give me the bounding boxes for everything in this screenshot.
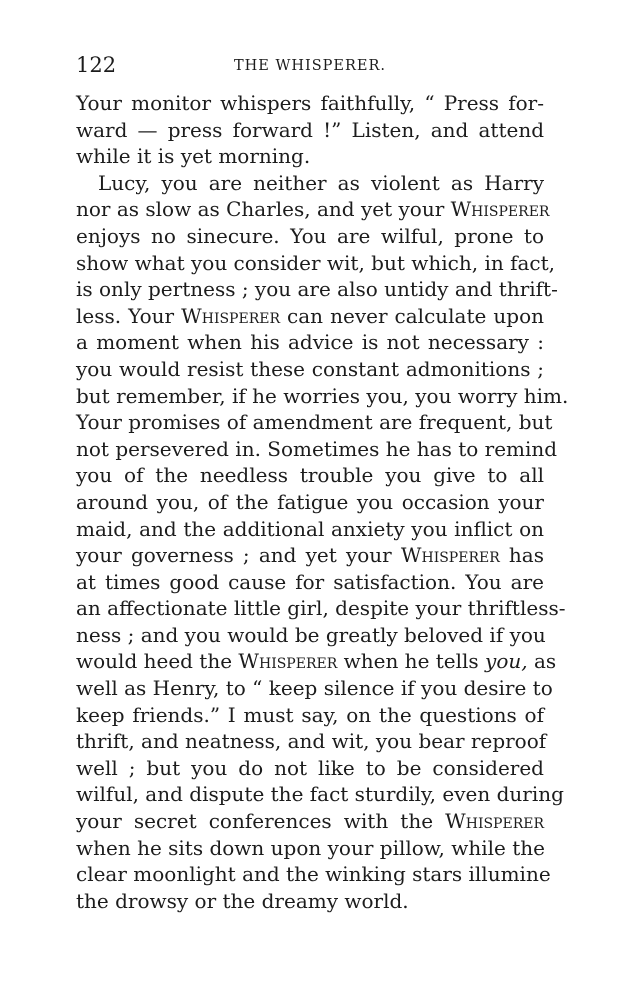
text-line <box>76 276 558 303</box>
text-run: would heed the <box>76 649 239 674</box>
text-run: the drowsy or the dreamy world. <box>76 888 409 913</box>
text-run: as <box>527 649 557 674</box>
text-run: show what you consider wit, but which, in fact, <box>76 250 555 275</box>
text-line <box>76 595 566 622</box>
body-text <box>76 90 569 914</box>
text-run: Your monitor whispers faithfully, “ Press for- <box>76 91 544 115</box>
text-line <box>76 675 553 702</box>
text-line <box>76 648 557 675</box>
text-line <box>76 622 544 649</box>
small-caps-name: Whisperer <box>181 303 280 328</box>
italic-word: you, <box>485 649 528 674</box>
text-line <box>76 196 550 223</box>
text-run: when he tells <box>337 649 486 674</box>
text-run: maid, and the additional anxiety you inflict on <box>76 516 544 541</box>
text-run: your secret conferences with the <box>76 809 446 834</box>
text-run: you of the needless trouble you give to all <box>76 463 544 488</box>
text-line <box>76 542 544 569</box>
text-run: nor as slow as Charles, and yet your <box>76 197 451 222</box>
text-line <box>76 808 544 835</box>
text-line <box>76 462 544 489</box>
text-line <box>76 755 544 782</box>
page-header <box>76 52 544 78</box>
small-caps-name: Whisperer <box>400 543 500 568</box>
text-line <box>76 383 569 410</box>
text-line <box>76 861 551 888</box>
text-run: can never calculate upon <box>280 303 545 328</box>
running-title: THE WHISPERER. <box>233 58 387 74</box>
text-line <box>76 888 544 915</box>
text-run: enjoys no sinecure. You are wilful, prone to <box>76 223 544 248</box>
text-run: Lucy, you are neither as violent as Harry <box>98 170 544 195</box>
text-run: keep friends.” I must say, on the questions of <box>76 702 544 727</box>
text-line <box>76 436 558 463</box>
text-run: you would resist these constant admonitions ; <box>76 356 544 381</box>
text-line <box>76 781 564 808</box>
text-run: is only pertness ; you are also untidy and thrift- <box>76 277 558 302</box>
text-line <box>76 569 544 596</box>
text-run: a moment when his advice is not necessary : <box>76 330 544 355</box>
text-run: well as Henry, to “ keep silence if you desire to <box>76 676 553 701</box>
text-line <box>76 329 544 356</box>
text-run: thrift, and neatness, and wit, you bear reproof <box>76 729 547 754</box>
text-run: less. Your <box>76 303 182 328</box>
text-line <box>76 835 544 862</box>
text-run: while it is yet morning. <box>76 144 311 169</box>
text-line <box>76 117 544 144</box>
text-line <box>76 250 555 277</box>
text-run: not persevered in. Sometimes he has to remind <box>76 436 558 461</box>
text-run: Your promises of amendment are frequent, but <box>76 410 553 435</box>
text-run: when he sits down upon your pillow, while the <box>76 835 546 860</box>
text-run: well ; but you do not like to be considered <box>76 755 544 780</box>
text-run: an affectionate little girl, despite your thriftless- <box>76 596 566 621</box>
text-run: around you, of the fatigue you occasion your <box>76 489 544 514</box>
text-line <box>76 303 544 330</box>
text-line <box>76 170 544 197</box>
text-line <box>76 143 544 170</box>
text-run: your governess ; and yet your <box>76 543 401 568</box>
text-line <box>76 90 544 117</box>
text-line <box>76 356 544 383</box>
text-line <box>76 516 544 543</box>
text-run: ness ; and you would be greatly beloved if you <box>76 622 546 647</box>
text-line <box>76 728 547 755</box>
text-run: at times good cause for satisfaction. You are <box>76 569 544 594</box>
small-caps-name: Whisperer <box>445 809 544 834</box>
text-line <box>76 489 544 516</box>
text-run: ward — press forward !” Listen, and attend <box>76 117 544 142</box>
text-line <box>76 702 544 729</box>
text-run: wilful, and dispute the fact sturdily, even during <box>76 782 564 807</box>
small-caps-name: Whisperer <box>450 197 550 222</box>
text-run: has <box>499 543 544 568</box>
text-run: but remember, if he worries you, you worry him. <box>76 383 569 408</box>
text-line <box>76 223 544 250</box>
page-number: 122 <box>76 53 117 77</box>
text-run: clear moonlight and the winking stars illumine <box>76 862 551 887</box>
small-caps-name: Whisperer <box>238 649 338 674</box>
text-line <box>76 409 553 436</box>
